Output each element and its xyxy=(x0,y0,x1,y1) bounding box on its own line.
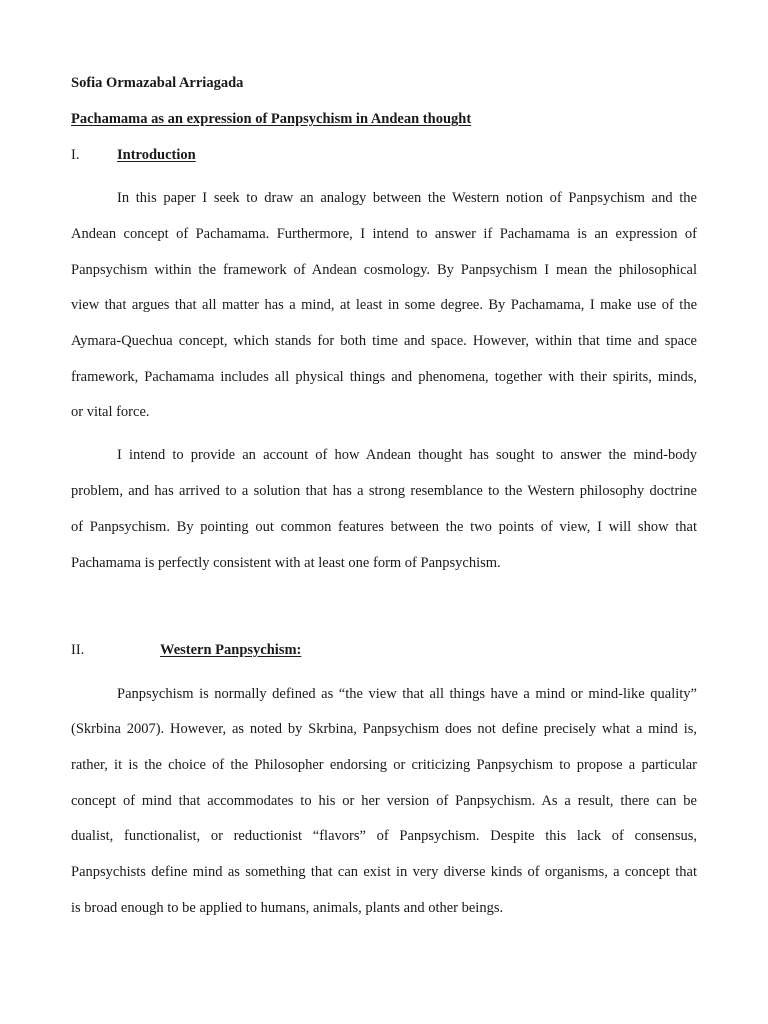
paragraph-line: view that argues that all matter has a mind, at least in some degree. By Pachamama, I make use of the xyxy=(71,297,697,313)
paragraph-line: problem, and has arrived to a solution that has a strong resemblance to the Western philosophy doctrine xyxy=(71,483,697,499)
paragraph-line: framework, Pachamama includes all physical things and phenomena, together with their spirits, minds, xyxy=(71,369,697,385)
paragraph-line: is broad enough to be applied to humans, animals, plants and other beings. xyxy=(71,900,504,916)
paragraph-line: Andean concept of Pachamama. Furthermore, I intend to answer if Pachamama is an expression of xyxy=(71,226,697,242)
section-2-heading: Western Panpsychism: xyxy=(160,642,302,658)
section-1-numeral: I. xyxy=(71,147,80,163)
paragraph-line: of Panpsychism. By pointing out common features between the two points of view, I will show that xyxy=(71,519,697,535)
paragraph-line: or vital force. xyxy=(71,404,150,420)
paragraph-line: In this paper I seek to draw an analogy between the Western notion of Panpsychism and the xyxy=(117,190,697,206)
paragraph-line: Pachamama is perfectly consistent with at least one form of Panpsychism. xyxy=(71,555,501,571)
section-2-numeral: II. xyxy=(71,642,85,658)
paragraph-line: Panpsychists define mind as something that can exist in very diverse kinds of organisms, a concept that xyxy=(71,864,697,880)
paragraph-line: Panpsychism within the framework of Andean cosmology. By Panpsychism I mean the philosophical xyxy=(71,262,697,278)
author-name: Sofia Ormazabal Arriagada xyxy=(71,75,244,91)
section-1-heading: Introduction xyxy=(117,147,196,163)
paragraph-line: dualist, functionalist, or reductionist “flavors” of Panpsychism. Despite this lack of consensus, xyxy=(71,828,697,844)
paper-title: Pachamama as an expression of Panpsychism in Andean thought xyxy=(71,111,472,127)
paragraph-line: (Skrbina 2007). However, as noted by Skrbina, Panpsychism does not define precisely what a mind is, xyxy=(71,721,697,737)
paragraph-line: I intend to provide an account of how Andean thought has sought to answer the mind-body xyxy=(117,447,697,463)
paragraph-line: Aymara-Quechua concept, which stands for both time and space. However, within that time and space xyxy=(71,333,697,349)
paragraph-line: concept of mind that accommodates to his or her version of Panpsychism. As a result, there can be xyxy=(71,793,697,809)
paragraph-line: Panpsychism is normally defined as “the view that all things have a mind or mind-like quality” xyxy=(117,686,697,702)
paragraph-line: rather, it is the choice of the Philosopher endorsing or criticizing Panpsychism to propose a particular xyxy=(71,757,697,773)
